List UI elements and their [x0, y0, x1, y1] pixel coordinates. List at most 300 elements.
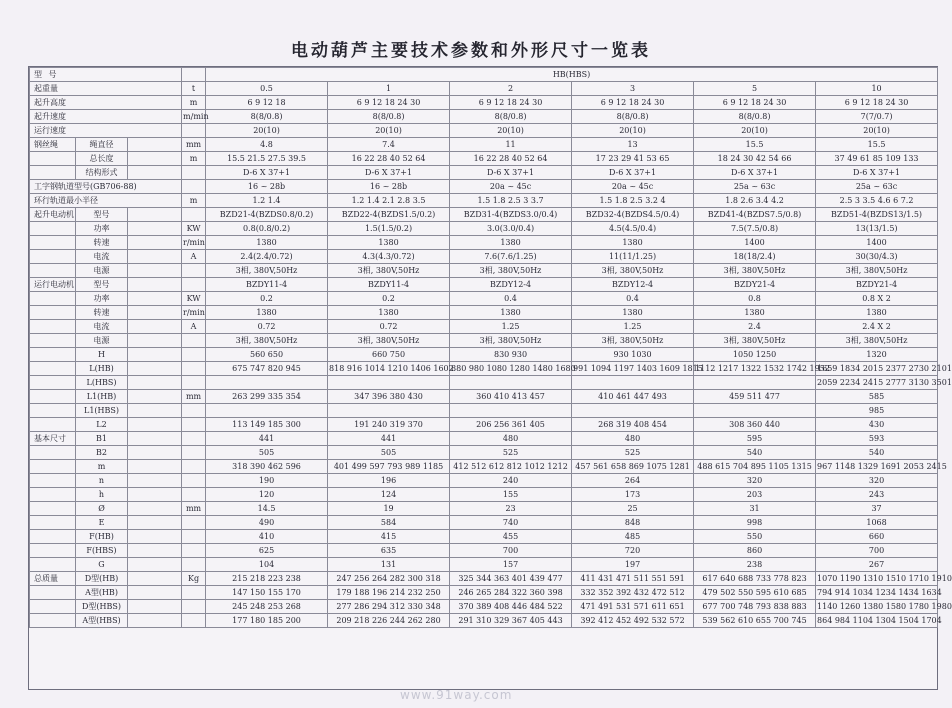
value-cell: 25a ~ 63c: [816, 180, 938, 194]
table-row: [30, 460, 938, 474]
value-cell: 3相, 380V,50Hz: [328, 264, 450, 278]
value-cell: 1.25: [450, 320, 572, 334]
value-cell: 2.5 3 3.5 4.6 6 7.2: [816, 194, 938, 208]
row-group-label: [30, 348, 76, 362]
row-sub-label: 电源: [76, 264, 128, 278]
row-sub-label: 电源: [76, 334, 128, 348]
value-cell: 155: [450, 488, 572, 502]
value-cell: 370 389 408 446 484 522: [450, 600, 572, 614]
row-sub-label: D型(HBS): [76, 600, 128, 614]
row-group-label: [30, 362, 76, 376]
value-cell: 215 218 223 238: [206, 572, 328, 586]
row-sub-label: 结构形式: [76, 166, 128, 180]
row-group-label: [30, 488, 76, 502]
table-row: [30, 614, 938, 628]
value-cell: 1.5 1.8 2.5 3.2 4: [572, 194, 694, 208]
value-cell: 8(8/0.8): [328, 110, 450, 124]
value-cell: 1400: [694, 236, 816, 250]
value-cell: 488 615 704 895 1105 1315: [694, 460, 816, 474]
unit-cell: [182, 180, 206, 194]
value-cell: BZD32-4(BZDS4.5/0.4): [572, 208, 694, 222]
value-cell: D-6 X 37+1: [694, 166, 816, 180]
value-cell: 113 149 185 300: [206, 418, 328, 432]
value-cell: 1380: [694, 306, 816, 320]
value-cell: 660: [816, 530, 938, 544]
value-cell: 6 9 12 18 24 30: [572, 96, 694, 110]
value-cell: BZD41-4(BZDS7.5/0.8): [694, 208, 816, 222]
value-cell: 120: [206, 488, 328, 502]
value-cell: 20a ~ 45c: [450, 180, 572, 194]
row-sub-blank: [128, 292, 182, 306]
value-cell: 540: [816, 446, 938, 460]
row-sub-blank: [128, 390, 182, 404]
unit-cell: m: [182, 96, 206, 110]
value-cell: 3相, 380V,50Hz: [694, 264, 816, 278]
value-cell: 37 49 61 85 109 133: [816, 152, 938, 166]
row-sub-label: m: [76, 460, 128, 474]
row-group-label: 总质量: [30, 572, 76, 586]
value-cell: 13: [572, 138, 694, 152]
row-group-label: [30, 222, 76, 236]
table-row: [30, 222, 938, 236]
value-cell: 173: [572, 488, 694, 502]
row-label: 型 号: [30, 68, 182, 82]
value-cell: 7(7/0.7): [816, 110, 938, 124]
value-cell: 37: [816, 502, 938, 516]
value-cell: 525: [450, 446, 572, 460]
value-cell: 15.5 21.5 27.5 39.5: [206, 152, 328, 166]
row-group-label: [30, 404, 76, 418]
value-cell: 268 319 408 454: [572, 418, 694, 432]
row-sub-label: 电流: [76, 250, 128, 264]
unit-cell: m: [182, 194, 206, 208]
value-cell: BZD31-4(BZDS3.0/0.4): [450, 208, 572, 222]
value-cell: 3相, 380V,50Hz: [572, 264, 694, 278]
row-sub-blank: [128, 320, 182, 334]
value-cell: 485: [572, 530, 694, 544]
row-sub-blank: [128, 516, 182, 530]
value-cell: 635: [328, 544, 450, 558]
value-cell: 5: [694, 82, 816, 96]
table-row: [30, 572, 938, 586]
row-sub-blank: [128, 502, 182, 516]
value-cell: 291 310 329 367 405 443: [450, 614, 572, 628]
table-row: [30, 180, 938, 194]
value-cell: 991 1094 1197 1403 1609 1815: [572, 362, 694, 376]
row-sub-label: G: [76, 558, 128, 572]
table-row: [30, 544, 938, 558]
value-cell: 245 248 253 268: [206, 600, 328, 614]
row-sub-blank: [128, 152, 182, 166]
value-cell: 30(30/4.3): [816, 250, 938, 264]
unit-cell: [182, 614, 206, 628]
value-cell: 1380: [572, 236, 694, 250]
value-cell: 2059 2234 2415 2777 3130 3501: [816, 376, 938, 390]
value-cell: 190: [206, 474, 328, 488]
row-sub-blank: [128, 138, 182, 152]
value-cell: 25: [572, 502, 694, 516]
row-label: 起升高度: [30, 96, 182, 110]
row-sub-label: A型(HBS): [76, 614, 128, 628]
table-row: [30, 194, 938, 208]
value-cell: 0.72: [206, 320, 328, 334]
row-group-label: [30, 166, 76, 180]
unit-cell: [182, 446, 206, 460]
row-sub-label: 转速: [76, 306, 128, 320]
value-cell: 550: [694, 530, 816, 544]
table-row: [30, 124, 938, 138]
value-cell: BZD51-4(BZDS13/1.5): [816, 208, 938, 222]
value-cell: 480: [450, 432, 572, 446]
spec-table-container: [28, 66, 952, 690]
value-cell: 864 984 1104 1304 1504 1704: [816, 614, 938, 628]
value-cell: 860: [694, 544, 816, 558]
table-row: [30, 250, 938, 264]
value-cell: 8(8/0.8): [206, 110, 328, 124]
page-title: 电动葫芦主要技术参数和外形尺寸一览表: [291, 41, 651, 61]
value-cell: 539 562 610 655 700 745: [694, 614, 816, 628]
value-cell: 20(10): [206, 124, 328, 138]
value-cell: 617 640 688 733 778 823: [694, 572, 816, 586]
row-sub-label: h: [76, 488, 128, 502]
value-cell: 6 9 12 18 24 30: [816, 96, 938, 110]
value-cell: 8(8/0.8): [572, 110, 694, 124]
row-sub-blank: [128, 250, 182, 264]
unit-cell: [182, 362, 206, 376]
value-cell: 479 502 550 595 610 685: [694, 586, 816, 600]
value-cell: 20(10): [816, 124, 938, 138]
table-row: [30, 208, 938, 222]
value-cell: 818 916 1014 1210 1406 1602: [328, 362, 450, 376]
row-sub-blank: [128, 362, 182, 376]
row-group-label: [30, 586, 76, 600]
value-cell: 6 9 12 18: [206, 96, 328, 110]
value-cell: 1380: [450, 306, 572, 320]
row-sub-label: 型号: [76, 278, 128, 292]
row-group-label: [30, 516, 76, 530]
table-row: [30, 152, 938, 166]
value-cell: 1.2 1.4: [206, 194, 328, 208]
value-cell: 593: [816, 432, 938, 446]
value-cell: 17 23 29 41 53 65: [572, 152, 694, 166]
unit-cell: mm: [182, 138, 206, 152]
row-group-label: [30, 502, 76, 516]
value-cell: 415: [328, 530, 450, 544]
value-cell: [206, 404, 328, 418]
value-cell: 430: [816, 418, 938, 432]
row-sub-label: B1: [76, 432, 128, 446]
value-cell: 3: [572, 82, 694, 96]
table-row: [30, 68, 938, 82]
value-cell: 11(11/1.25): [572, 250, 694, 264]
spec-table-body: [30, 68, 952, 628]
unit-cell: m: [182, 152, 206, 166]
value-cell: 3相, 380V,50Hz: [572, 334, 694, 348]
unit-cell: r/min: [182, 236, 206, 250]
row-group-label: [30, 390, 76, 404]
table-row: [30, 348, 938, 362]
row-group-label: [30, 558, 76, 572]
row-sub-blank: [128, 404, 182, 418]
value-cell: 441: [206, 432, 328, 446]
row-sub-label: L(HBS): [76, 376, 128, 390]
unit-cell: [182, 166, 206, 180]
unit-cell: [182, 348, 206, 362]
value-cell: 1380: [206, 236, 328, 250]
value-cell: 1.5(1.5/0.2): [328, 222, 450, 236]
value-cell: 1380: [206, 306, 328, 320]
row-group-label: [30, 334, 76, 348]
table-row: [30, 320, 938, 334]
value-cell: 104: [206, 558, 328, 572]
table-row: [30, 138, 938, 152]
value-cell: 243: [816, 488, 938, 502]
value-cell: 471 491 531 571 611 651: [572, 600, 694, 614]
row-sub-label: A型(HB): [76, 586, 128, 600]
row-group-label: 起升电动机: [30, 208, 76, 222]
row-sub-blank: [128, 348, 182, 362]
table-row: [30, 516, 938, 530]
value-cell: [328, 404, 450, 418]
value-cell: 3相, 380V,50Hz: [328, 334, 450, 348]
row-group-label: 运行电动机: [30, 278, 76, 292]
table-row: [30, 362, 938, 376]
row-sub-blank: [128, 446, 182, 460]
value-cell: 3相, 380V,50Hz: [694, 334, 816, 348]
row-sub-label: F(HBS): [76, 544, 128, 558]
unit-cell: [182, 418, 206, 432]
table-row: [30, 530, 938, 544]
value-cell: 238: [694, 558, 816, 572]
unit-cell: mm: [182, 390, 206, 404]
row-sub-blank: [128, 236, 182, 250]
value-cell: 7.6(7.6/1.25): [450, 250, 572, 264]
unit-cell: [182, 586, 206, 600]
unit-cell: A: [182, 320, 206, 334]
value-cell: 720: [572, 544, 694, 558]
value-cell: 540: [694, 446, 816, 460]
spec-table: [29, 67, 952, 628]
value-cell: [206, 376, 328, 390]
value-cell: 320: [816, 474, 938, 488]
unit-cell: [182, 558, 206, 572]
value-cell: 131: [328, 558, 450, 572]
value-cell: 203: [694, 488, 816, 502]
row-group-label: [30, 614, 76, 628]
table-row: [30, 558, 938, 572]
value-cell: D-6 X 37+1: [206, 166, 328, 180]
value-cell: 560 650: [206, 348, 328, 362]
value-cell: 360 410 413 457: [450, 390, 572, 404]
value-cell: 6 9 12 18 24 30: [450, 96, 572, 110]
value-cell: BZDY21-4: [816, 278, 938, 292]
value-cell: 1140 1260 1380 1580 1780 1980: [816, 600, 938, 614]
value-cell: 18 24 30 42 54 66: [694, 152, 816, 166]
value-cell: 179 188 196 214 232 250: [328, 586, 450, 600]
row-group-label: 基本尺寸: [30, 432, 76, 446]
value-cell: 675 747 820 945: [206, 362, 328, 376]
unit-cell: [182, 432, 206, 446]
row-sub-blank: [128, 264, 182, 278]
model-header: HB(HBS): [206, 68, 938, 82]
value-cell: 332 352 392 432 472 512: [572, 586, 694, 600]
value-cell: 392 412 452 492 532 572: [572, 614, 694, 628]
table-row: [30, 488, 938, 502]
value-cell: D-6 X 37+1: [328, 166, 450, 180]
row-sub-blank: [128, 334, 182, 348]
value-cell: 457 561 658 869 1075 1281: [572, 460, 694, 474]
row-sub-blank: [128, 586, 182, 600]
row-label: 环行轨道最小半径: [30, 194, 182, 208]
unit-cell: [182, 488, 206, 502]
row-sub-blank: [128, 418, 182, 432]
row-sub-blank: [128, 488, 182, 502]
value-cell: 6 9 12 18 24 30: [328, 96, 450, 110]
value-cell: BZDY11-4: [328, 278, 450, 292]
value-cell: 3.0(3.0/0.4): [450, 222, 572, 236]
table-row: [30, 474, 938, 488]
value-cell: 525: [572, 446, 694, 460]
unit-cell: [182, 208, 206, 222]
value-cell: 3相, 380V,50Hz: [206, 334, 328, 348]
value-cell: 455: [450, 530, 572, 544]
value-cell: 7.5(7.5/0.8): [694, 222, 816, 236]
row-group-label: [30, 236, 76, 250]
value-cell: 308 360 440: [694, 418, 816, 432]
value-cell: 660 750: [328, 348, 450, 362]
value-cell: 0.8(0.8/0.2): [206, 222, 328, 236]
value-cell: 209 218 226 244 262 280: [328, 614, 450, 628]
row-sub-blank: [128, 376, 182, 390]
row-sub-blank: [128, 278, 182, 292]
row-label: 运行速度: [30, 124, 182, 138]
unit-cell: [182, 278, 206, 292]
row-sub-label: B2: [76, 446, 128, 460]
value-cell: 16 22 28 40 52 64: [328, 152, 450, 166]
row-sub-blank: [128, 306, 182, 320]
value-cell: 411 431 471 511 551 591: [572, 572, 694, 586]
value-cell: 4.3(4.3/0.72): [328, 250, 450, 264]
value-cell: 23: [450, 502, 572, 516]
value-cell: 16 ~ 28b: [206, 180, 328, 194]
row-sub-blank: [128, 614, 182, 628]
value-cell: 318 390 462 596: [206, 460, 328, 474]
row-sub-label: 功率: [76, 222, 128, 236]
value-cell: 4.5(4.5/0.4): [572, 222, 694, 236]
value-cell: BZD22-4(BZDS1.5/0.2): [328, 208, 450, 222]
value-cell: 191 240 319 370: [328, 418, 450, 432]
value-cell: 1.2 1.4 2.1 2.8 3.5: [328, 194, 450, 208]
table-row: [30, 306, 938, 320]
value-cell: 3相, 380V,50Hz: [816, 264, 938, 278]
row-sub-label: 总长度: [76, 152, 128, 166]
value-cell: 0.5: [206, 82, 328, 96]
value-cell: 1659 1834 2015 2377 2730 2101: [816, 362, 938, 376]
value-cell: 13(13/1.5): [816, 222, 938, 236]
value-cell: 595: [694, 432, 816, 446]
unit-cell: mm: [182, 502, 206, 516]
value-cell: 410: [206, 530, 328, 544]
value-cell: 830 930: [450, 348, 572, 362]
value-cell: 206 256 361 405: [450, 418, 572, 432]
row-sub-label: L1(HBS): [76, 404, 128, 418]
value-cell: D-6 X 37+1: [572, 166, 694, 180]
row-sub-blank: [128, 166, 182, 180]
unit-cell: m/min: [182, 110, 206, 124]
row-sub-label: L1(HB): [76, 390, 128, 404]
row-sub-blank: [128, 600, 182, 614]
unit-cell: [182, 68, 206, 82]
row-sub-blank: [128, 572, 182, 586]
value-cell: 930 1030: [572, 348, 694, 362]
value-cell: 2.4: [694, 320, 816, 334]
row-sub-label: F(HB): [76, 530, 128, 544]
value-cell: 20(10): [572, 124, 694, 138]
table-row: [30, 166, 938, 180]
value-cell: 0.2: [206, 292, 328, 306]
value-cell: 1.5 1.8 2.5 3 3.7: [450, 194, 572, 208]
value-cell: 3相, 380V,50Hz: [816, 334, 938, 348]
row-group-label: [30, 292, 76, 306]
unit-cell: KW: [182, 222, 206, 236]
unit-cell: [182, 264, 206, 278]
value-cell: 1380: [328, 236, 450, 250]
value-cell: 2.4(2.4/0.72): [206, 250, 328, 264]
value-cell: 124: [328, 488, 450, 502]
table-row: [30, 502, 938, 516]
row-group-label: [30, 306, 76, 320]
table-row: [30, 264, 938, 278]
value-cell: 700: [816, 544, 938, 558]
value-cell: 7.4: [328, 138, 450, 152]
row-group-label: [30, 376, 76, 390]
value-cell: BZDY12-4: [572, 278, 694, 292]
value-cell: 15.5: [694, 138, 816, 152]
value-cell: 1.8 2.6 3.4 4.2: [694, 194, 816, 208]
value-cell: 0.72: [328, 320, 450, 334]
value-cell: 967 1148 1329 1691 2053 2415: [816, 460, 938, 474]
row-group-label: [30, 264, 76, 278]
row-group-label: 钢丝绳: [30, 138, 76, 152]
value-cell: [450, 404, 572, 418]
value-cell: 20a ~ 45c: [572, 180, 694, 194]
value-cell: 4.8: [206, 138, 328, 152]
value-cell: 25a ~ 63c: [694, 180, 816, 194]
value-cell: 20(10): [450, 124, 572, 138]
unit-cell: [182, 530, 206, 544]
row-sub-label: 型号: [76, 208, 128, 222]
table-row: [30, 586, 938, 600]
value-cell: BZDY21-4: [694, 278, 816, 292]
unit-cell: Kg: [182, 572, 206, 586]
row-sub-label: D型(HB): [76, 572, 128, 586]
value-cell: 1070 1190 1310 1510 1710 1910: [816, 572, 938, 586]
value-cell: 740: [450, 516, 572, 530]
value-cell: 0.2: [328, 292, 450, 306]
value-cell: 848: [572, 516, 694, 530]
value-cell: 11: [450, 138, 572, 152]
value-cell: 985: [816, 404, 938, 418]
value-cell: 584: [328, 516, 450, 530]
value-cell: D-6 X 37+1: [816, 166, 938, 180]
row-group-label: [30, 474, 76, 488]
row-group-label: [30, 418, 76, 432]
value-cell: 1380: [450, 236, 572, 250]
unit-cell: [182, 334, 206, 348]
value-cell: 0.4: [450, 292, 572, 306]
row-sub-label: 功率: [76, 292, 128, 306]
value-cell: 3相, 380V,50Hz: [206, 264, 328, 278]
